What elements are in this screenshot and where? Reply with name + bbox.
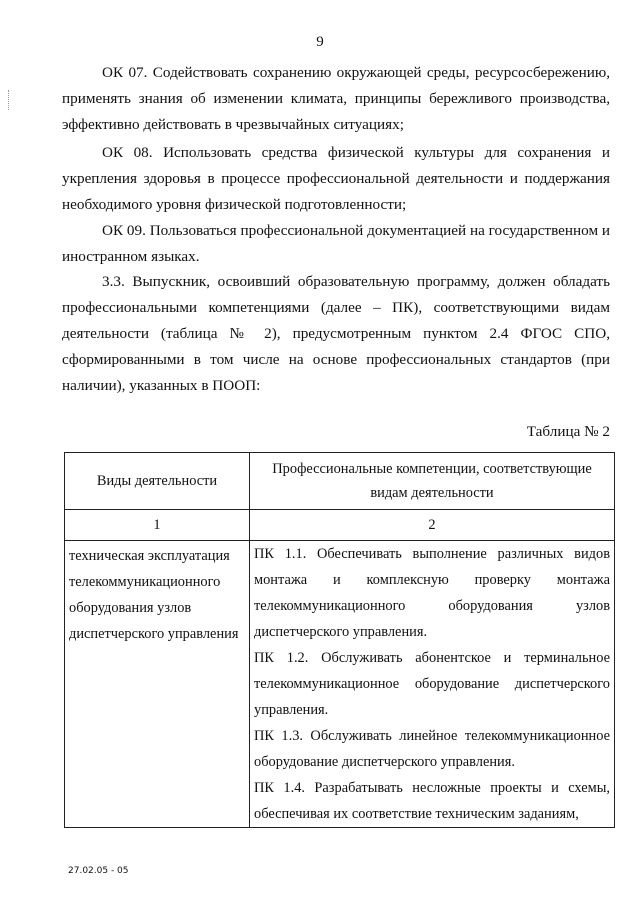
competency-pk-1-2: ПК 1.2. Обслуживать абонентское и терминальное телекоммуникационное оборудование диспетчерского управления. — [254, 650, 610, 718]
paragraph-ok09: ОК 09. Пользоваться профессиональной документацией на государственном и иностранном языках. — [62, 222, 610, 265]
page-number: 9 — [316, 34, 324, 50]
paragraph-3-3: 3.3. Выпускник, освоивший образовательную программу, должен обладать профессиональными компетенциями (далее – ПК), соответствующими видам деятельности (таблица № 2), предусмотренным пунктом 2.4 ФГОС СПО, сформированными в том числе на основе профессиональных стандартов (при наличии), указанных в ПООП: — [62, 273, 610, 394]
competencies-table — [64, 452, 615, 828]
margin-mark — [8, 90, 11, 110]
header-activities: Виды деятельности — [65, 453, 250, 510]
competencies-cell — [250, 541, 615, 828]
table-header-row — [65, 453, 615, 510]
document-footer-code: 27.02.05 - 05 — [68, 866, 129, 876]
competency-pk-1-4: ПК 1.4. Разрабатывать несложные проекты и схемы, обеспечивая их соответствие техническим заданиям, — [254, 780, 610, 822]
activity-cell: техническая эксплуатация телекоммуникационного оборудования узлов диспетчерского управления — [65, 541, 250, 828]
competency-pk-1-3: ПК 1.3. Обслуживать линейное телекоммуникационное оборудование диспетчерского управления. — [254, 728, 610, 770]
table-number-row — [65, 510, 615, 541]
table-row — [65, 541, 615, 828]
competency-pk-1-1: ПК 1.1. Обеспечивать выполнение различных видов монтажа и комплексную проверку монтажа телекоммуникационного оборудования узлов диспетчерского управления. — [254, 546, 610, 640]
column-number-1: 1 — [65, 510, 250, 541]
column-number-2: 2 — [250, 510, 615, 541]
table-caption: Таблица № 2 — [526, 423, 610, 440]
paragraph-ok08: ОК 08. Использовать средства физической культуры для сохранения и укрепления здоровья в процессе профессиональной деятельности и поддержания необходимого уровня физической подготовленности; — [62, 144, 610, 213]
paragraph-ok07: ОК 07. Содействовать сохранению окружающей среды, ресурсосбережению, применять знания об изменении климата, принципы бережливого производства, эффективно действовать в чрезвычайных ситуациях; — [62, 64, 610, 133]
header-competencies: Профессиональные компетенции, соответствующие видам деятельности — [250, 453, 615, 510]
